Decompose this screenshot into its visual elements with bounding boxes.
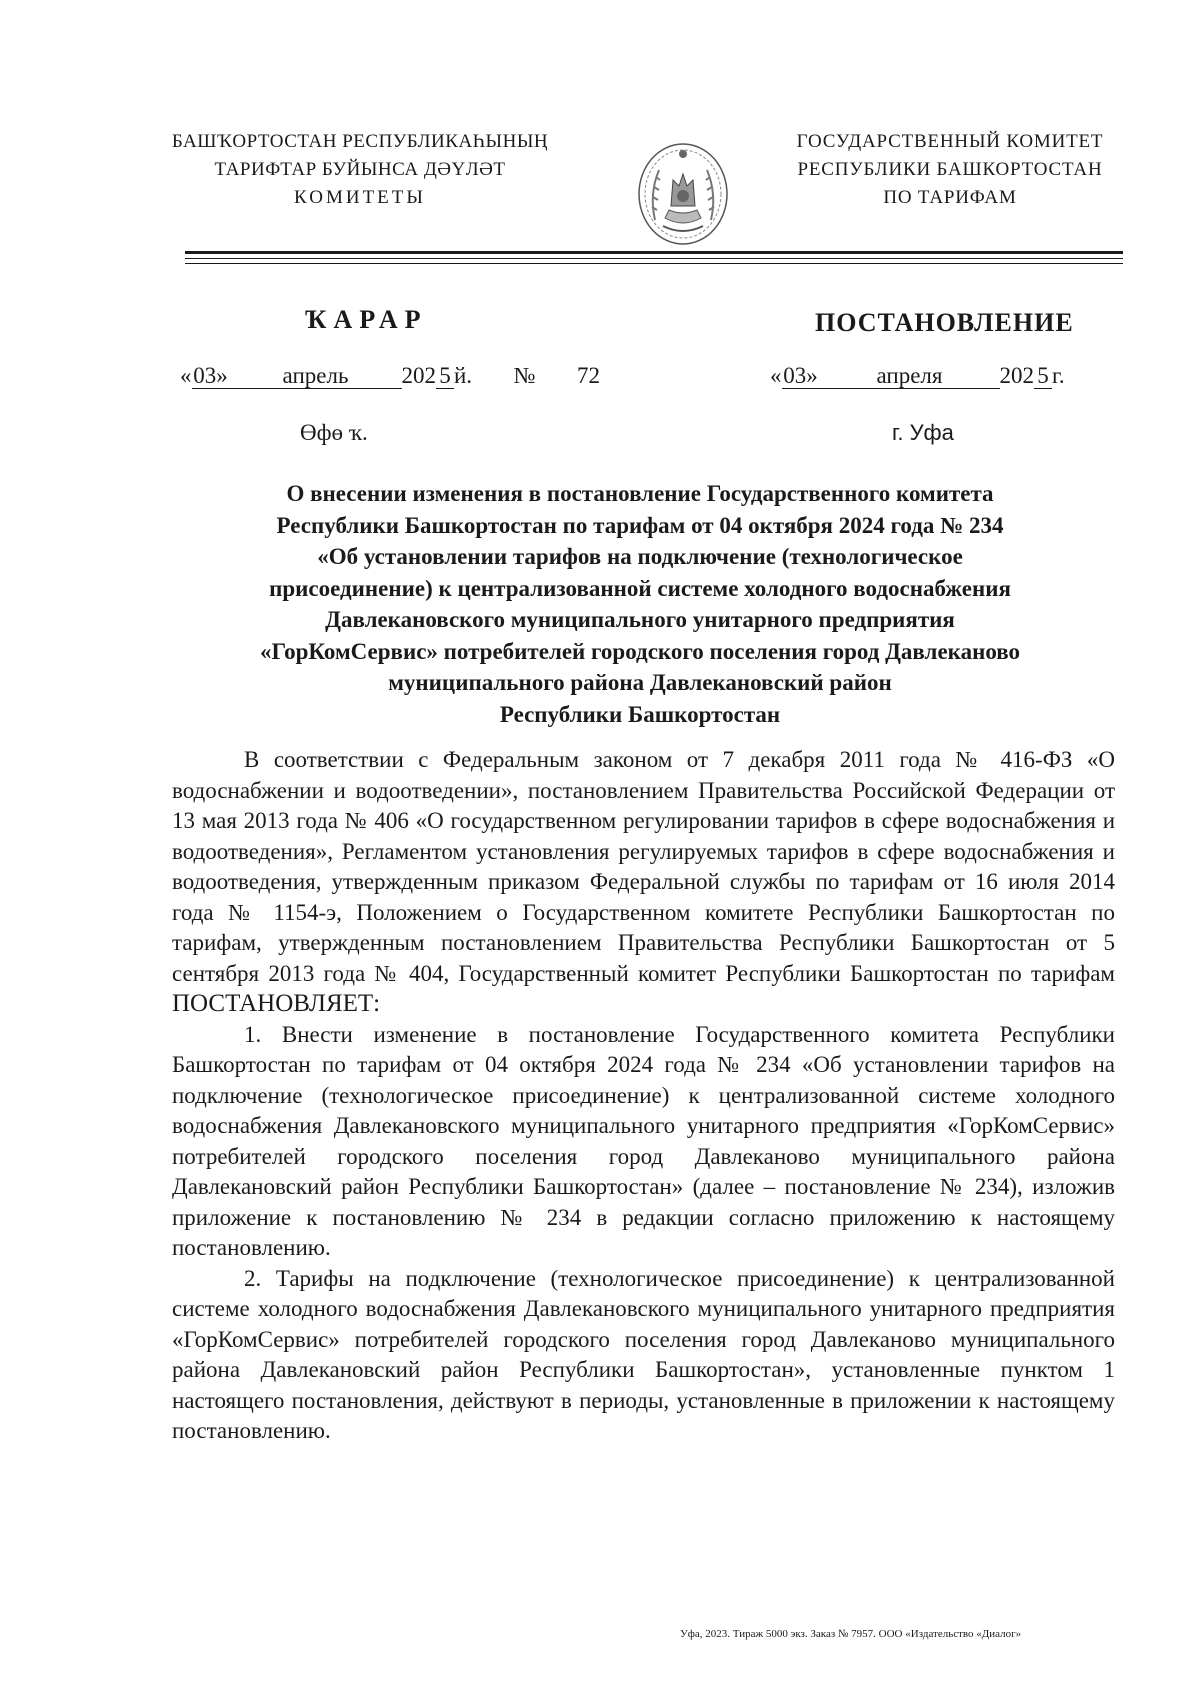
date-left [180,363,600,389]
header-rule-thin-2 [185,263,1123,264]
date-right-day: 03» [783,363,818,388]
preamble-text: В соответствии с Федеральным законом от 7 декабря 2011 года № 416-ФЗ «О водоснабжении и водоотведении», постановлением Правительства Российской Федерации от 13 мая 2013 года № 406 «О государственном регулировании тарифов в сфере водоснабжения и водоотведения», Регламентом установления регулируемых тарифов в сфере водоснабжения и водоотведения, утвержденным приказом Федеральной службы по тарифам от 16 июля 2014 года № 1154-э, Положением о Государственном комитете Республики Башкортостан по тарифам, утвержденным постановлением Правительства Республики Башкортостан от 5 сентября 2013 года № 404, Государственный комитет Республики Башкортостан по тарифам [172,747,1115,986]
city-left: Өфө ҡ. [300,420,368,445]
date-left-day: 03» [193,363,228,388]
header-left [160,128,560,212]
header-right-line-1: ГОСУДАРСТВЕННЫЙ КОМИТЕТ [796,131,1104,152]
title-line: Давлекановского муниципального унитарного предприятия [325,607,955,632]
title-line: О внесении изменения в постановление Государственного комитета [286,481,994,506]
number-sign: № [513,363,536,388]
date-right-year-suffix: г. [1052,363,1065,388]
header-right-line-2: РЕСПУБЛИКИ БАШКОРТОСТАН [797,159,1103,180]
date-right-open: « [770,363,782,388]
title-line: муниципального района Давлекановский район [388,670,892,695]
document-number: 72 [577,363,601,388]
title-line: «Об установлении тарифов на подключение (технологическое [317,544,963,569]
title-line: Республики Башкортостан по тарифам от 04 октября 2024 года № 234 [276,512,1004,538]
date-left-month: апрель [230,364,402,389]
title-line: «ГорКомСервис» потребителей городского поселения город Давлеканово [259,638,1021,664]
preamble-paragraph [172,745,1115,1020]
doc-type-left: ҠАРАР [305,305,428,334]
emblem-icon [633,140,733,248]
header-right [765,128,1135,212]
date-right-month: апреля [820,364,1000,389]
document-body [172,745,1115,1447]
date-left-year-digit: 5 [436,364,454,389]
resolves-word: ПОСТАНОВЛЯЕТ: [172,990,381,1017]
date-left-year-prefix: 202 [401,363,436,388]
coat-of-arms-emblem [633,140,733,248]
date-right-year-digit: 5 [1034,364,1052,389]
item-2-paragraph: 2. Тарифы на подключение (технологическое присоединение) к централизованной системе холодного водоснабжения Давлекановского муниципального унитарного предприятия «ГорКомСервис» потребителей городского поселения город Давлеканово муниципального района Давлекановский район Республики Башкортостан», установленные пунктом 1 настоящего постановления, действуют в периоды, установленные в приложении к настоящему постановлению. [172,1265,1115,1443]
header-left-line-1: БАШҠОРТОСТАН РЕСПУБЛИКАҺЫНЫҢ [171,131,549,152]
header-left-line-3: КОМИТЕТЫ [294,187,426,208]
date-left-year-suffix: й. [454,363,473,388]
date-left-open: « [180,363,192,388]
header-rule-thick [185,251,1123,254]
document-title [180,478,1100,730]
doc-type-right: ПОСТАНОВЛЕНИЕ [815,308,1074,337]
header-right-line-3: ПО ТАРИФАМ [883,187,1017,208]
print-imprint: Уфа, 2023. Тираж 5000 экз. Заказ № 7957. ООО «Издательство «Диалог» [680,1628,1022,1640]
item-1-paragraph: 1. Внести изменение в постановление Государственного комитета Республики Башкортостан по тарифам от 04 октября 2024 года № 234 «Об установлении тарифов на подключение (технологическое присоединение) к централизованной системе холодного водоснабжения Давлекановского муниципального унитарного предприятия «ГорКомСервис» потребителей городского поселения город Давлеканово муниципального района Давлекановский район Республики Башкортостан» (далее – постановление № 234), изложив приложение к постановлению № 234 в редакции согласно приложению к настоящему постановлению. [172,1021,1115,1260]
city-right: г. Уфа [892,420,954,445]
date-right-year-prefix: 202 [999,363,1034,388]
header-rule-thin [185,258,1123,259]
title-line: Республики Башкортостан [499,701,781,727]
date-right [770,363,1065,389]
title-line: присоединение) к централизованной системе холодного водоснабжения [269,575,1011,601]
header-left-line-2: ТАРИФТАР БУЙЫНСА ДӘҮЛӘТ [214,159,506,180]
